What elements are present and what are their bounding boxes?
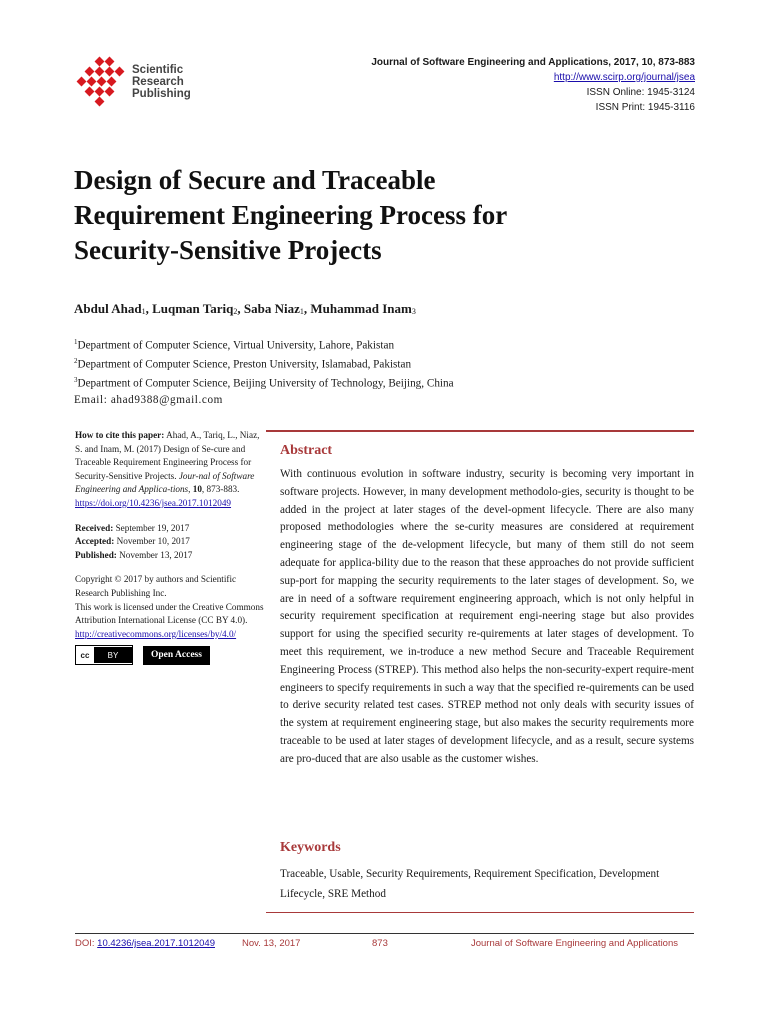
affiliation-text: Department of Computer Science, Virtual University, Lahore, Pakistan [77, 339, 395, 352]
journal-info [371, 55, 695, 115]
author-separator: , [145, 301, 153, 316]
abstract-body: With continuous evolution in software industry, security is becoming very important in software projects. However, in many development methodolo-gies, security is thought to be added in the project at later stages of the devel-opment lifecycle. There are also many proposed methodologies where the se-curity measures are considered at requirement engineering stage of the de-velopment lifecycle, but many of them still do not seem adequate for applica-bility due to the reason that these approaches do not provide sufficient sup-port for mapping the security requirements to the later stages of development. So, we are in need of a software requirement engineering approach, which is not only helpful in security requirement specification at requirement engi-neering stage but also provides support for using the specified security re-quirements at later stages of development. To meet this requirement, we in-troduce a new method Secure and Traceable Requirement Engineering Process (STREP). This method also helps the non-security-expert require-ment engineers to specify requirements in such a way that the specified re-quirements can be used to derive security related test cases. STREP method not only deals with security issues of the system at requirement engineering stage, but also makes the security requirements more traceable to be used at later stages of development lifecycle, and as a result, secure systems are pro-duced that are also usable as the customer wishes. [280, 468, 694, 765]
title-line2: Requirement Engineering Process for [74, 200, 508, 230]
received-date [75, 522, 265, 536]
author-email: Email: ahad9388@gmail.com [74, 393, 223, 406]
publisher-line2: Research [132, 76, 184, 88]
affiliation-number: 3 [74, 376, 78, 385]
journal-url-link[interactable]: http://www.scirp.org/journal/jsea [553, 72, 695, 83]
title-line3: Security-Sensitive Projects [74, 235, 382, 265]
author-name: Muhammad Inam [310, 301, 412, 316]
keywords-body: Traceable, Usable, Security Requirements, Requirement Specification, Development Lifecycle, SRE Method [280, 868, 660, 900]
footer-rule [75, 933, 694, 934]
author-affiliation-mark: 2 [233, 307, 238, 316]
publisher-logo [76, 56, 206, 108]
abstract-heading: Abstract [280, 443, 333, 458]
publisher-line1: Scientific [132, 64, 184, 76]
copyright-text: Copyright © 2017 by authors and Scientific Research Publishing Inc. [75, 574, 237, 598]
author-name: Saba Niaz [243, 301, 300, 316]
affiliation-item [74, 354, 454, 373]
cite-pages: , 873-883. [201, 484, 240, 495]
affiliation-number: 2 [74, 357, 78, 366]
author-separator: , [237, 301, 244, 316]
citation-block [75, 429, 265, 511]
affiliation-item [74, 335, 454, 354]
author-separator: , [303, 301, 311, 316]
title-line1: Design of Secure and Traceable [74, 165, 436, 195]
cc-by-badge-icon[interactable] [75, 645, 133, 665]
published-value: November 13, 2017 [116, 549, 193, 560]
article-sidebar [75, 429, 265, 676]
published-date [75, 549, 265, 563]
cite-doi-link[interactable]: https://doi.org/10.4236/jsea.2017.1012049 [75, 497, 232, 508]
cite-label: How to cite this paper: [75, 430, 165, 440]
author-affiliation-mark: 3 [411, 307, 416, 316]
accepted-value: November 10, 2017 [114, 536, 190, 547]
affiliation-text: Department of Computer Science, Beijing University of Technology, Beijing, China [77, 378, 454, 391]
keywords-bottom-rule [266, 912, 694, 913]
author-affiliation-mark: 1 [299, 307, 304, 316]
author-name: Abdul Ahad [74, 301, 142, 316]
page-number: 873 [372, 938, 388, 949]
accepted-date [75, 535, 265, 549]
license-badges [75, 645, 265, 665]
journal-citation: Journal of Software Engineering and Applications, 2017, 10, 873-883 [371, 57, 695, 68]
page-footer [75, 938, 694, 949]
author-list [74, 301, 416, 317]
publisher-line3: Publishing [132, 88, 191, 100]
publisher-name [132, 64, 191, 100]
received-label: Received: [75, 522, 114, 533]
license-link[interactable]: http://creativecommons.org/licenses/by/4.0/ [75, 628, 237, 639]
issn-online: ISSN Online: 1945-3124 [586, 87, 695, 98]
footer-journal: Journal of Software Engineering and Applications [470, 938, 678, 949]
author-name: Luqman Tariq [152, 301, 234, 316]
open-access-badge: Open Access [143, 646, 210, 666]
cite-volume: 10 [192, 484, 202, 495]
paper-title [74, 163, 634, 268]
cite-text: Ahad, A., Tariq, L., Niaz, S. and Inam, M. (2017) Design of Se-cure and Traceable Requirement Engineering Process for Security-Sensitive Projects. [75, 430, 260, 481]
license-text: This work is licensed under the Creative Commons Attribution International License (CC BY 4.0). [75, 601, 264, 626]
doi-label: DOI: [75, 938, 98, 949]
abstract-top-rule [266, 430, 694, 432]
affiliation-text: Department of Computer Science, Preston University, Islamabad, Pakistan [77, 358, 412, 371]
author-affiliation-mark: 1 [141, 307, 146, 316]
footer-doi-link[interactable]: 10.4236/jsea.2017.1012049 [97, 938, 215, 949]
dates-block [75, 522, 265, 563]
issn-print: ISSN Print: 1945-3116 [595, 102, 695, 113]
received-value: September 19, 2017 [113, 522, 190, 533]
affiliation-number: 1 [74, 338, 78, 346]
copyright-block [75, 573, 265, 665]
published-label: Published: [75, 549, 117, 560]
footer-doi [75, 938, 215, 949]
accepted-label: Accepted: [75, 536, 115, 547]
affiliations [74, 335, 454, 408]
affiliation-item [74, 373, 454, 392]
keywords-heading: Keywords [280, 840, 341, 855]
cite-separator: , [188, 484, 193, 495]
footer-date: Nov. 13, 2017 [242, 938, 301, 949]
cc-icon: cc [80, 650, 90, 660]
cite-journal: Jour-nal of Software Engineering and Applica-tions [75, 470, 255, 495]
by-icon: BY [94, 647, 132, 663]
publisher-logo-icon [76, 56, 130, 108]
